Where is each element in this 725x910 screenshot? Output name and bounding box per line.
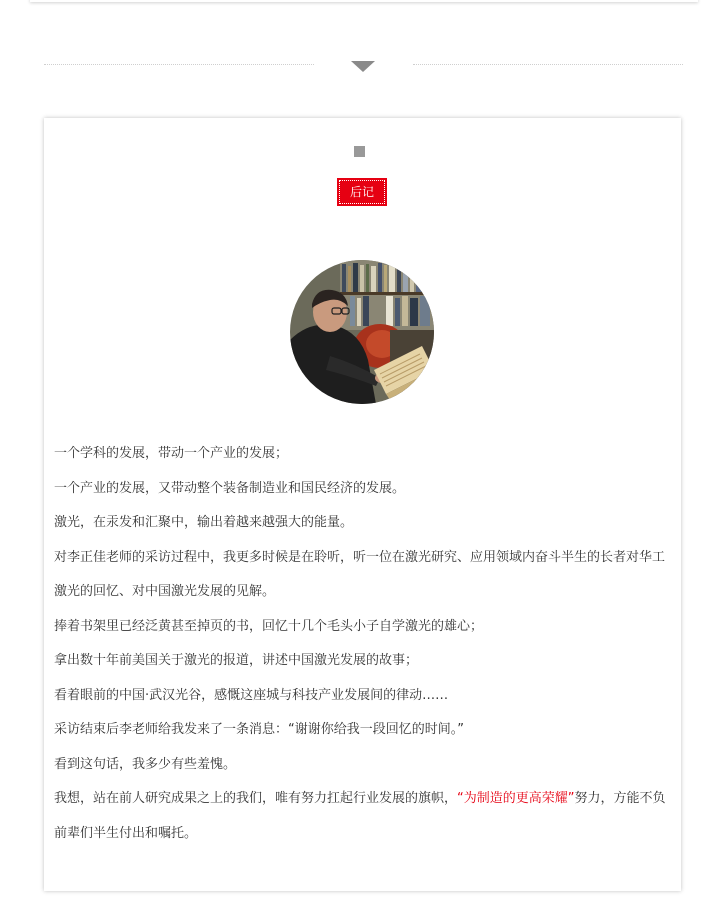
chevron-down-icon xyxy=(351,61,375,72)
article-paragraph: 激光，在汞发和汇聚中，输出着越来越强大的能量。 xyxy=(54,515,354,530)
article-paragraph: 一个学科的发展，带动一个产业的发展； xyxy=(54,446,289,461)
section-divider-left xyxy=(44,64,314,65)
article-closing-paragraph xyxy=(54,782,671,851)
article-paragraph: 一个产业的发展，又带动整个装备制造业和国民经济的发展。 xyxy=(54,480,406,496)
article-paragraph: 捧着书架里已经泛黄甚至掉页的书，回忆十几个毛头小子自学激光的雄心； xyxy=(54,618,484,634)
article-paragraph: 拿出数十年前美国关于激光的报道，讲述中国激光发展的故事； xyxy=(54,653,419,668)
article-paragraph: 对李正佳老师的采访过程中，我更多时候是在聆听，听一位在激光研究、应用领域内奋斗半生的长者对华工激光的回忆、对中国激光发展的见解。 xyxy=(54,549,666,599)
article-paragraph: 采访结束后李老师给我发来了一条消息：“谢谢你给我一段回忆的时间。” xyxy=(54,722,464,737)
closing-text-start: 我想，站在前人研究成果之上的我们，唯有努力扛起行业发展的旗帜， xyxy=(54,791,458,806)
article-body xyxy=(54,437,671,851)
portrait-photo xyxy=(290,260,434,404)
highlighted-slogan: “为制造的更高荣耀” xyxy=(457,791,575,806)
afterword-badge-label: 后记 xyxy=(339,180,385,204)
previous-card-edge xyxy=(30,0,698,2)
portrait-illustration xyxy=(290,260,434,404)
article-paragraph: 看到这句话，我多少有些羞愧。 xyxy=(54,756,237,772)
afterword-card xyxy=(44,118,681,891)
afterword-badge xyxy=(337,178,387,206)
article-paragraph: 看着眼前的中国·武汉光谷，感慨这座城与科技产业发展间的律动…… xyxy=(54,687,449,703)
section-divider-right xyxy=(413,64,683,65)
square-icon xyxy=(354,146,365,157)
closing-text-end: 努力，方能不负前辈们半生付出和嘱托。 xyxy=(54,791,666,841)
